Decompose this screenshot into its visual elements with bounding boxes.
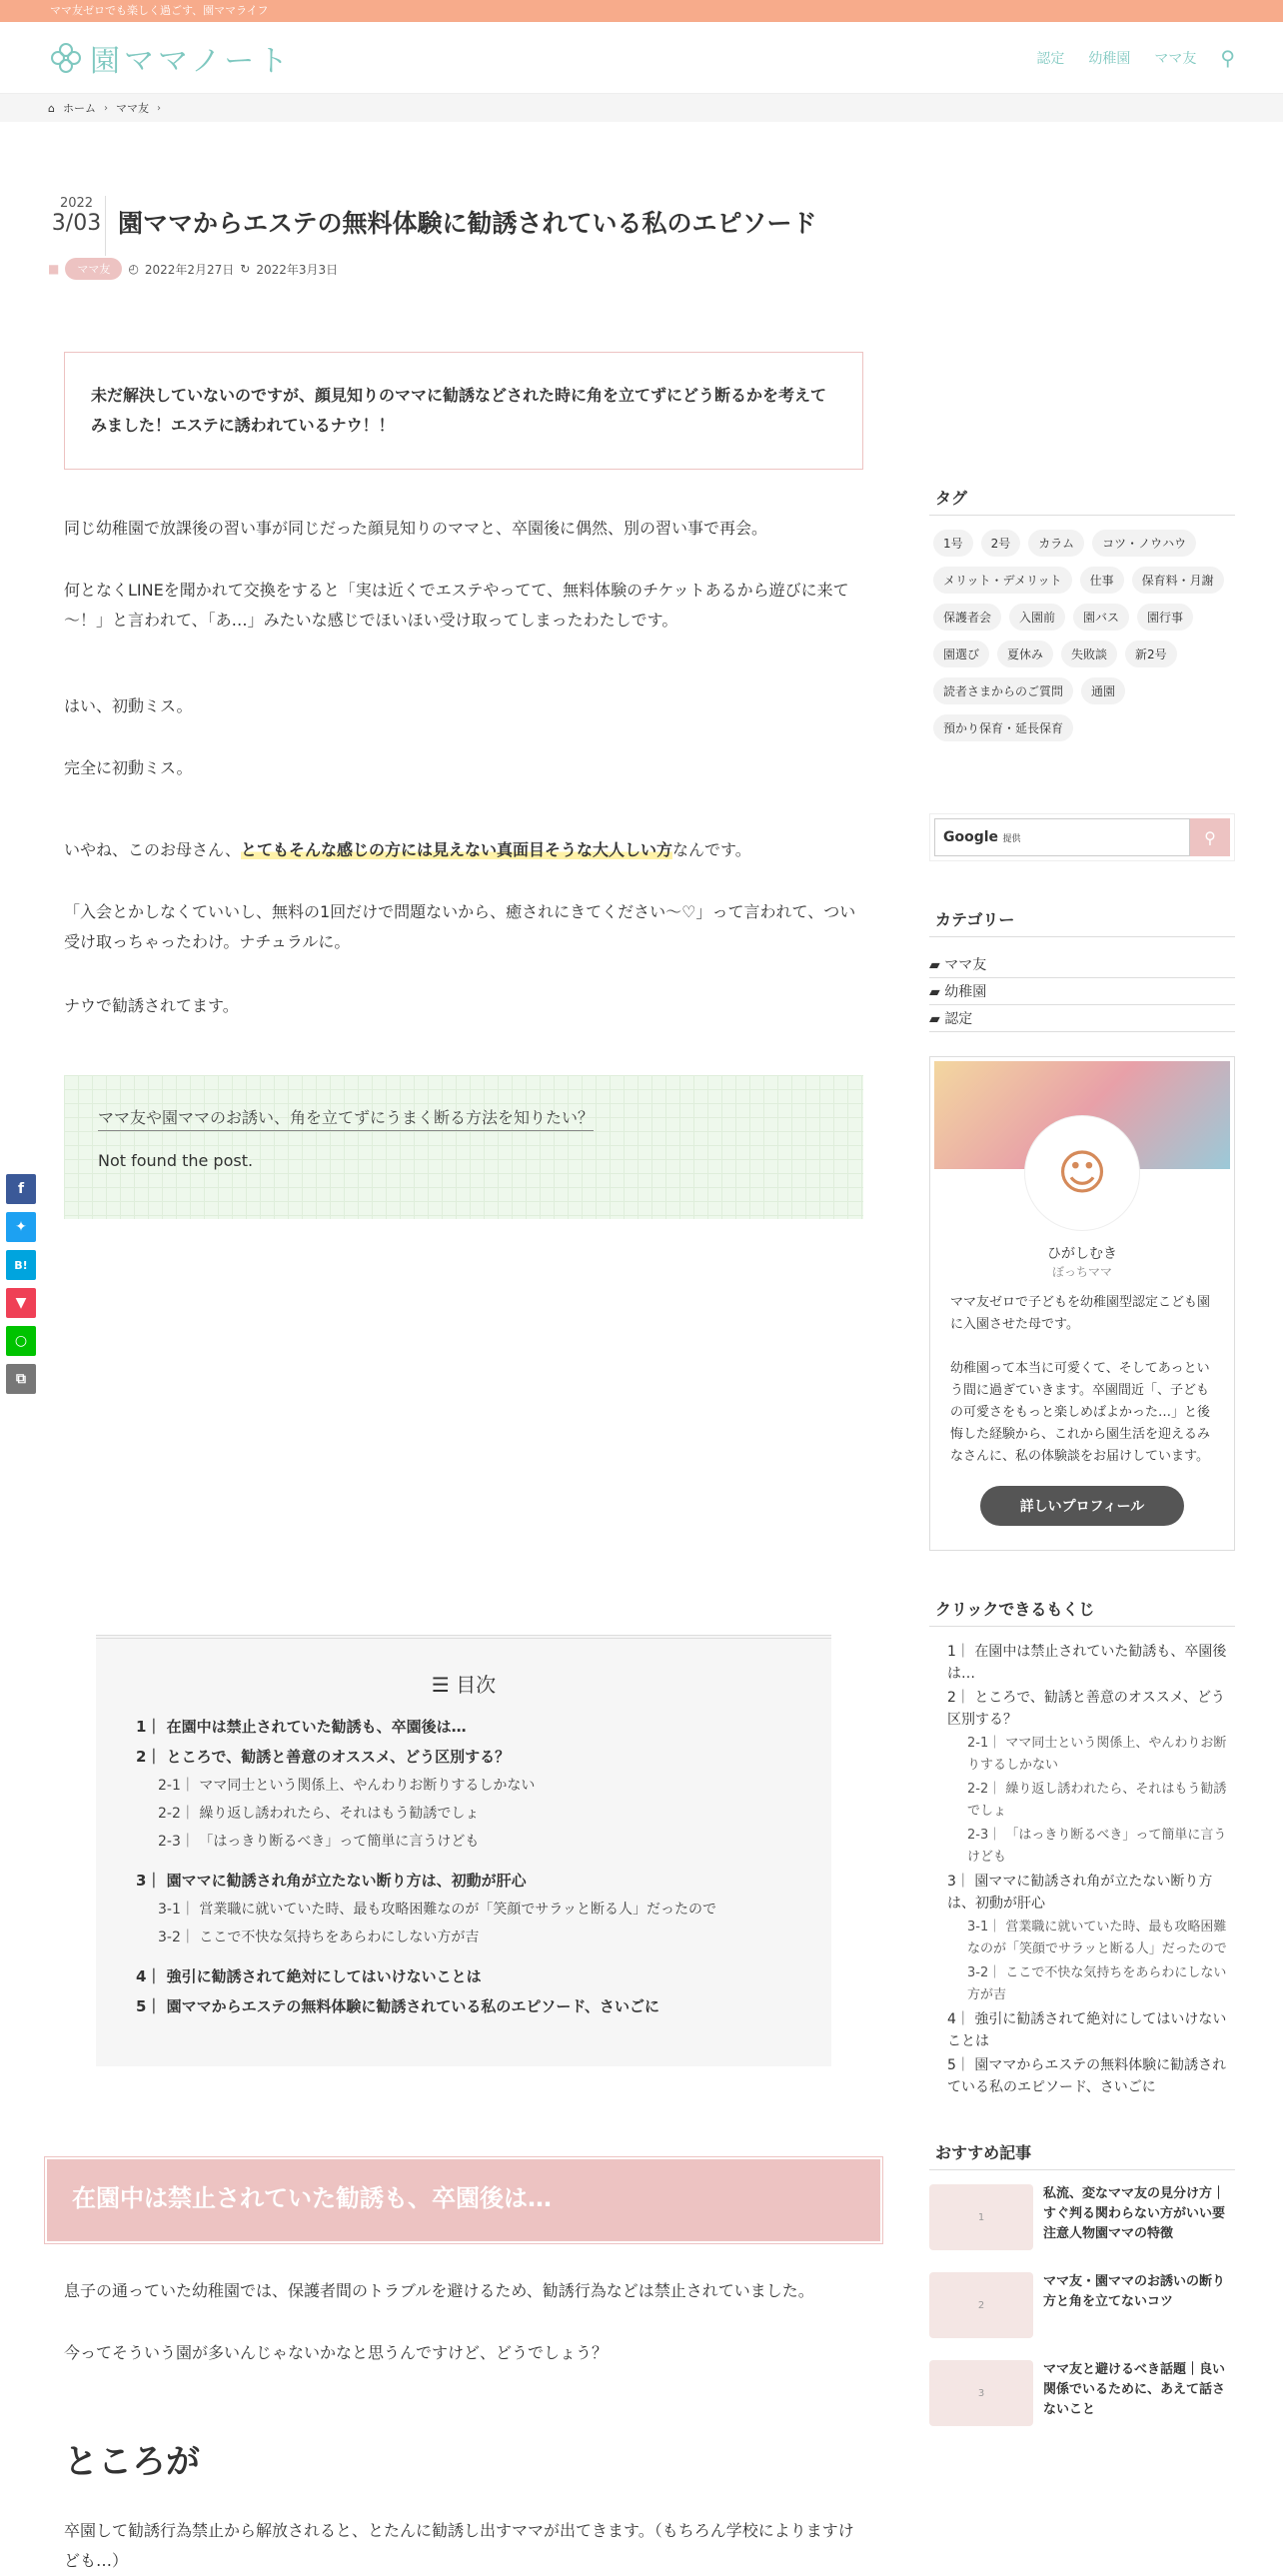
paragraph xyxy=(64,835,863,865)
paragraph: ナウで勧誘されてます。 xyxy=(64,996,239,1015)
tag-item[interactable]: コツ・ノウハウ xyxy=(1092,530,1196,557)
list-icon: ☰ xyxy=(431,1673,450,1697)
category-widget-title: カテゴリー xyxy=(929,901,1235,937)
paragraph: 何となくLINEを聞かれて交換をすると「実は近くでエステやってて、無料体験のチケットあるから遊びに来て～！」と言われて、「あ…」みたいな感じでほいほい受け取ってしまったわたしです。 xyxy=(64,581,849,630)
toc-item[interactable]: 5｜ 園ママからエステの無料体験に勧誘されている私のエピソード、さいごに xyxy=(136,1997,660,2015)
tag-item[interactable]: メリット・デメリット xyxy=(933,567,1072,594)
avatar: ☺ xyxy=(1024,1115,1140,1231)
toc-subitem[interactable]: 2-1｜ ママ同士という関係上、やんわりお断りするしかない xyxy=(158,1778,536,1794)
recommend-item[interactable] xyxy=(929,2184,1235,2250)
tag-item[interactable]: 1号 xyxy=(933,530,973,557)
toc-title-text: 目次 xyxy=(456,1673,497,1697)
recommend-title[interactable]: ママ友と避けるべき話題｜良い関係でいるために、あえて話さないこと xyxy=(1043,2362,1226,2417)
tag-item[interactable]: 仕事 xyxy=(1080,567,1124,594)
toc-subitem[interactable]: 2-2｜ 繰り返し誘われたら、それはもう勧誘でしょ xyxy=(158,1806,480,1822)
global-nav xyxy=(1036,46,1235,70)
paragraph: はい、初動ミス。 xyxy=(64,696,193,715)
facebook-icon[interactable]: f xyxy=(6,1174,36,1204)
paragraph: 今ってそういう園が多いんじゃないかなと思うんですけど、どうでしょう？ xyxy=(64,2343,609,2362)
update-icon: ↻ xyxy=(240,262,251,276)
related-question-link[interactable]: ママ友や園ママのお誘い、角を立てずにうまく断る方法を知りたい？ xyxy=(98,1105,594,1131)
updated-date: 2022年3月3日 xyxy=(256,262,339,277)
profile-more-button[interactable]: 詳しいプロフィール xyxy=(980,1486,1185,1526)
recommend-thumbnail: 3 xyxy=(929,2360,1033,2426)
click-toc xyxy=(929,1641,1235,2098)
profile-description xyxy=(930,1280,1234,1480)
search-input[interactable] xyxy=(934,818,1190,856)
intro-box: 未だ解決していないのですが、顔見知りのママに勧誘などされた時に角を立てずにどう断るかを考えてみました！エステに誘われているナウ！！ xyxy=(64,352,863,470)
paragraph: 完全に初動ミス。 xyxy=(64,758,193,777)
profile-desc-1: ママ友ゼロで子どもを幼稚園型認定こども園に入園させた母です。 xyxy=(950,1295,1211,1332)
nav-item-mamatomo[interactable]: ママ友 xyxy=(1154,50,1197,67)
google-sub: 提供 xyxy=(1002,833,1021,844)
profile-desc-2: 幼稚園って本当に可愛くて、そしてあっという間に過ぎていきます。卒園間近「、子どもの可愛さをもっと楽しめばよかった…」と後悔した経験から、これから園生活を迎えるみなさんに、私の体験談をお届けしています。 xyxy=(950,1361,1211,1464)
tag-item[interactable]: 2号 xyxy=(981,530,1021,557)
published-date: 2022年2月27日 xyxy=(144,262,235,277)
profile-name: ひがしむき xyxy=(1047,1246,1117,1262)
ctoc-item[interactable]: 1｜ 在園中は禁止されていた勧誘も、卒園後は… xyxy=(947,1644,1227,1682)
not-found-text: Not found the post. xyxy=(98,1151,254,1170)
ctoc-item[interactable]: 4｜ 強引に勧誘されて絶対にしてはいけないことは xyxy=(947,2011,1227,2049)
ctoc-item[interactable]: 5｜ 園ママからエステの無料体験に勧誘されている私のエピソード、さいごに xyxy=(947,2057,1227,2095)
section-heading: 在園中は禁止されていた勧誘も、卒園後は… xyxy=(48,2160,879,2240)
text-span: なんです。 xyxy=(671,840,751,859)
category-item[interactable]: ▰ ママ友 xyxy=(929,951,1235,978)
chevron-right-icon: › xyxy=(156,102,161,114)
toc-item[interactable]: 2｜ ところで、勧誘と善意のオススメ、どう区別する？ xyxy=(136,1748,511,1766)
post-date xyxy=(48,196,106,256)
ctoc-item[interactable]: 3｜ 園ママに勧誘され角が立たない断り方は、初動が肝心 xyxy=(947,1874,1213,1912)
home-icon: ⌂ xyxy=(48,101,55,115)
profile-card xyxy=(929,1056,1235,1551)
tag-item[interactable]: 預かり保育・延長保育 xyxy=(933,714,1073,741)
site-header xyxy=(0,22,1283,94)
flower-logo-icon xyxy=(48,40,84,76)
breadcrumb-category[interactable]: ママ友 xyxy=(115,102,149,115)
hatena-icon[interactable]: B! xyxy=(6,1250,36,1280)
recommend-title[interactable]: 私流、変なママ友の見分け方｜すぐ判る関わらない方がいい要注意人物園ママの特徴 xyxy=(1043,2186,1226,2241)
table-of-contents xyxy=(96,1635,831,2066)
tag-item[interactable]: 保護者会 xyxy=(933,604,1001,631)
sidebar xyxy=(929,480,1235,2448)
toc-gap xyxy=(136,1951,791,1961)
tag-item[interactable]: 園行事 xyxy=(1137,604,1193,631)
ctoc-subitem[interactable]: 3-2｜ ここで不快な気持ちをあらわにしない方が吉 xyxy=(967,1965,1227,2002)
highlight-text: とてもそんな感じの方には見えない真面目そうな大人しい方 xyxy=(240,840,672,859)
category-badge[interactable]: ママ友 xyxy=(65,258,122,280)
copy-icon[interactable]: ⧉ xyxy=(6,1364,36,1394)
ctoc-subitem[interactable]: 2-2｜ 繰り返し誘われたら、それはもう勧誘でしょ xyxy=(967,1782,1227,1819)
twitter-icon[interactable]: ✦ xyxy=(6,1212,36,1242)
breadcrumb xyxy=(0,94,1283,122)
paragraph: 息子の通っていた幼稚園では、保護者間のトラブルを避けるため、勧誘行為などは禁止されていました。 xyxy=(64,2281,814,2300)
tag-item[interactable]: 新2号 xyxy=(1125,641,1177,667)
tag-item[interactable]: カラム xyxy=(1028,530,1084,557)
toc-subitem[interactable]: 3-2｜ ここで不快な気持ちをあらわにしない方が吉 xyxy=(158,1930,480,1945)
clock-icon: ◴ xyxy=(128,262,139,276)
paragraph: 「入会とかしなくていいし、無料の1回だけで問題ないから、癒されにきてください～♡」って言われて、つい受け取っちゃったわけ。ナチュラルに。 xyxy=(64,902,856,951)
search-submit-button[interactable] xyxy=(1190,818,1230,856)
tag-item[interactable]: 読者さまからのご質問 xyxy=(933,677,1073,704)
logo-text: 園ママノート xyxy=(90,43,293,79)
recommend-thumbnail: 2 xyxy=(929,2272,1033,2338)
tag-item[interactable]: 通園 xyxy=(1081,677,1125,704)
subsection-heading: ところが xyxy=(64,2442,200,2482)
profile-subtitle: ぼっちママ xyxy=(1051,1265,1112,1279)
tag-item[interactable]: 園バス xyxy=(1073,604,1129,631)
toc-item[interactable]: 3｜ 園ママに勧誘され角が立たない断り方は、初動が肝心 xyxy=(136,1872,527,1890)
tag-item[interactable]: 失敗談 xyxy=(1061,641,1117,667)
google-label: Google xyxy=(943,829,999,845)
toc-subitem[interactable]: 2-3｜ 「はっきり断るべき」って簡単に言うけども xyxy=(158,1834,480,1850)
category-item[interactable]: ▰ 認定 xyxy=(929,1005,1235,1032)
search-icon[interactable]: ⚲ xyxy=(1220,45,1235,70)
tag-item[interactable]: 夏休み xyxy=(997,641,1053,667)
paragraph: 同じ幼稚園で放課後の習い事が同じだった顔見知りのママと、卒園後に偶然、別の習い事で再会。 xyxy=(64,519,768,538)
toc-subitem[interactable]: 3-1｜ 営業職に就いていた時、最も攻略困難なのが「笑顔でサラッと断る人」だったので xyxy=(158,1902,717,1918)
chevron-right-icon: › xyxy=(103,102,108,114)
text-span: いやね、このお母さん、 xyxy=(64,840,241,859)
related-post-box xyxy=(64,1075,863,1219)
tag-cloud xyxy=(929,530,1235,741)
toc-item[interactable]: 4｜ 強引に勧誘されて絶対にしてはいけないことは xyxy=(136,1967,482,1985)
page-title: 園ママからエステの無料体験に勧誘されている私のエピソード xyxy=(118,209,817,238)
nav-item-ninteisha[interactable]: 認定 xyxy=(1036,50,1065,67)
category-list xyxy=(929,951,1235,1032)
google-search xyxy=(929,813,1235,861)
recommend-list xyxy=(929,2184,1235,2426)
toc-item[interactable]: 1｜ 在園中は禁止されていた勧誘も、卒園後は… xyxy=(136,1718,467,1736)
toc-title xyxy=(136,1669,791,1698)
ctoc-subitem[interactable]: 2-1｜ ママ同士という関係上、やんわりお断りするしかない xyxy=(967,1736,1227,1773)
tag-item[interactable]: 入園前 xyxy=(1009,604,1065,631)
recommend-widget-title: おすすめ記事 xyxy=(929,2134,1235,2170)
site-tagline: ママ友ゼロでも楽しく過ごす、園ママライフ xyxy=(0,0,1283,22)
post-meta xyxy=(48,258,338,280)
paragraph: 卒園して勧誘行為禁止から解放されると、とたんに勧誘し出すママが出てきます。（もちろん学校によりますけども…） xyxy=(64,2521,854,2570)
toc-gap xyxy=(136,1856,791,1866)
site-logo[interactable] xyxy=(48,36,292,80)
toc-list xyxy=(136,1712,791,2021)
ctoc-subitem[interactable]: 2-3｜ 「はっきり断るべき」って簡単に言うけども xyxy=(967,1828,1227,1865)
recommend-item[interactable] xyxy=(929,2360,1235,2426)
ctoc-widget-title: クリックできるもくじ xyxy=(929,1591,1235,1627)
nav-item-kindergarten[interactable]: 幼稚園 xyxy=(1088,50,1131,67)
post-day: 3/03 xyxy=(51,211,102,236)
recommend-title[interactable]: ママ友・園ママのお誘いの断り方と角を立てないコツ xyxy=(1043,2274,1226,2309)
category-item[interactable]: ▰ 幼稚園 xyxy=(929,978,1235,1005)
tag-widget-title: タグ xyxy=(929,480,1235,516)
pocket-icon[interactable]: ▼ xyxy=(6,1288,36,1318)
search-icon: ⚲ xyxy=(1204,827,1216,847)
recommend-item[interactable] xyxy=(929,2272,1235,2338)
share-buttons xyxy=(6,1174,36,1402)
ctoc-item[interactable]: 2｜ ところで、勧誘と善意のオススメ、どう区別する？ xyxy=(947,1690,1225,1728)
tag-item[interactable]: 園選び xyxy=(933,641,989,667)
post-year: 2022 xyxy=(59,196,94,211)
recommend-thumbnail: 1 xyxy=(929,2184,1033,2250)
folder-icon: ■ xyxy=(48,262,60,276)
ctoc-subitem[interactable]: 3-1｜ 営業職に就いていた時、最も攻略困難なのが「笑顔でサラッと断る人」だったので xyxy=(967,1920,1227,1956)
breadcrumb-home[interactable]: ホーム xyxy=(62,102,96,115)
tag-item[interactable]: 保育料・月謝 xyxy=(1132,567,1224,594)
line-icon[interactable]: ○ xyxy=(6,1326,36,1356)
